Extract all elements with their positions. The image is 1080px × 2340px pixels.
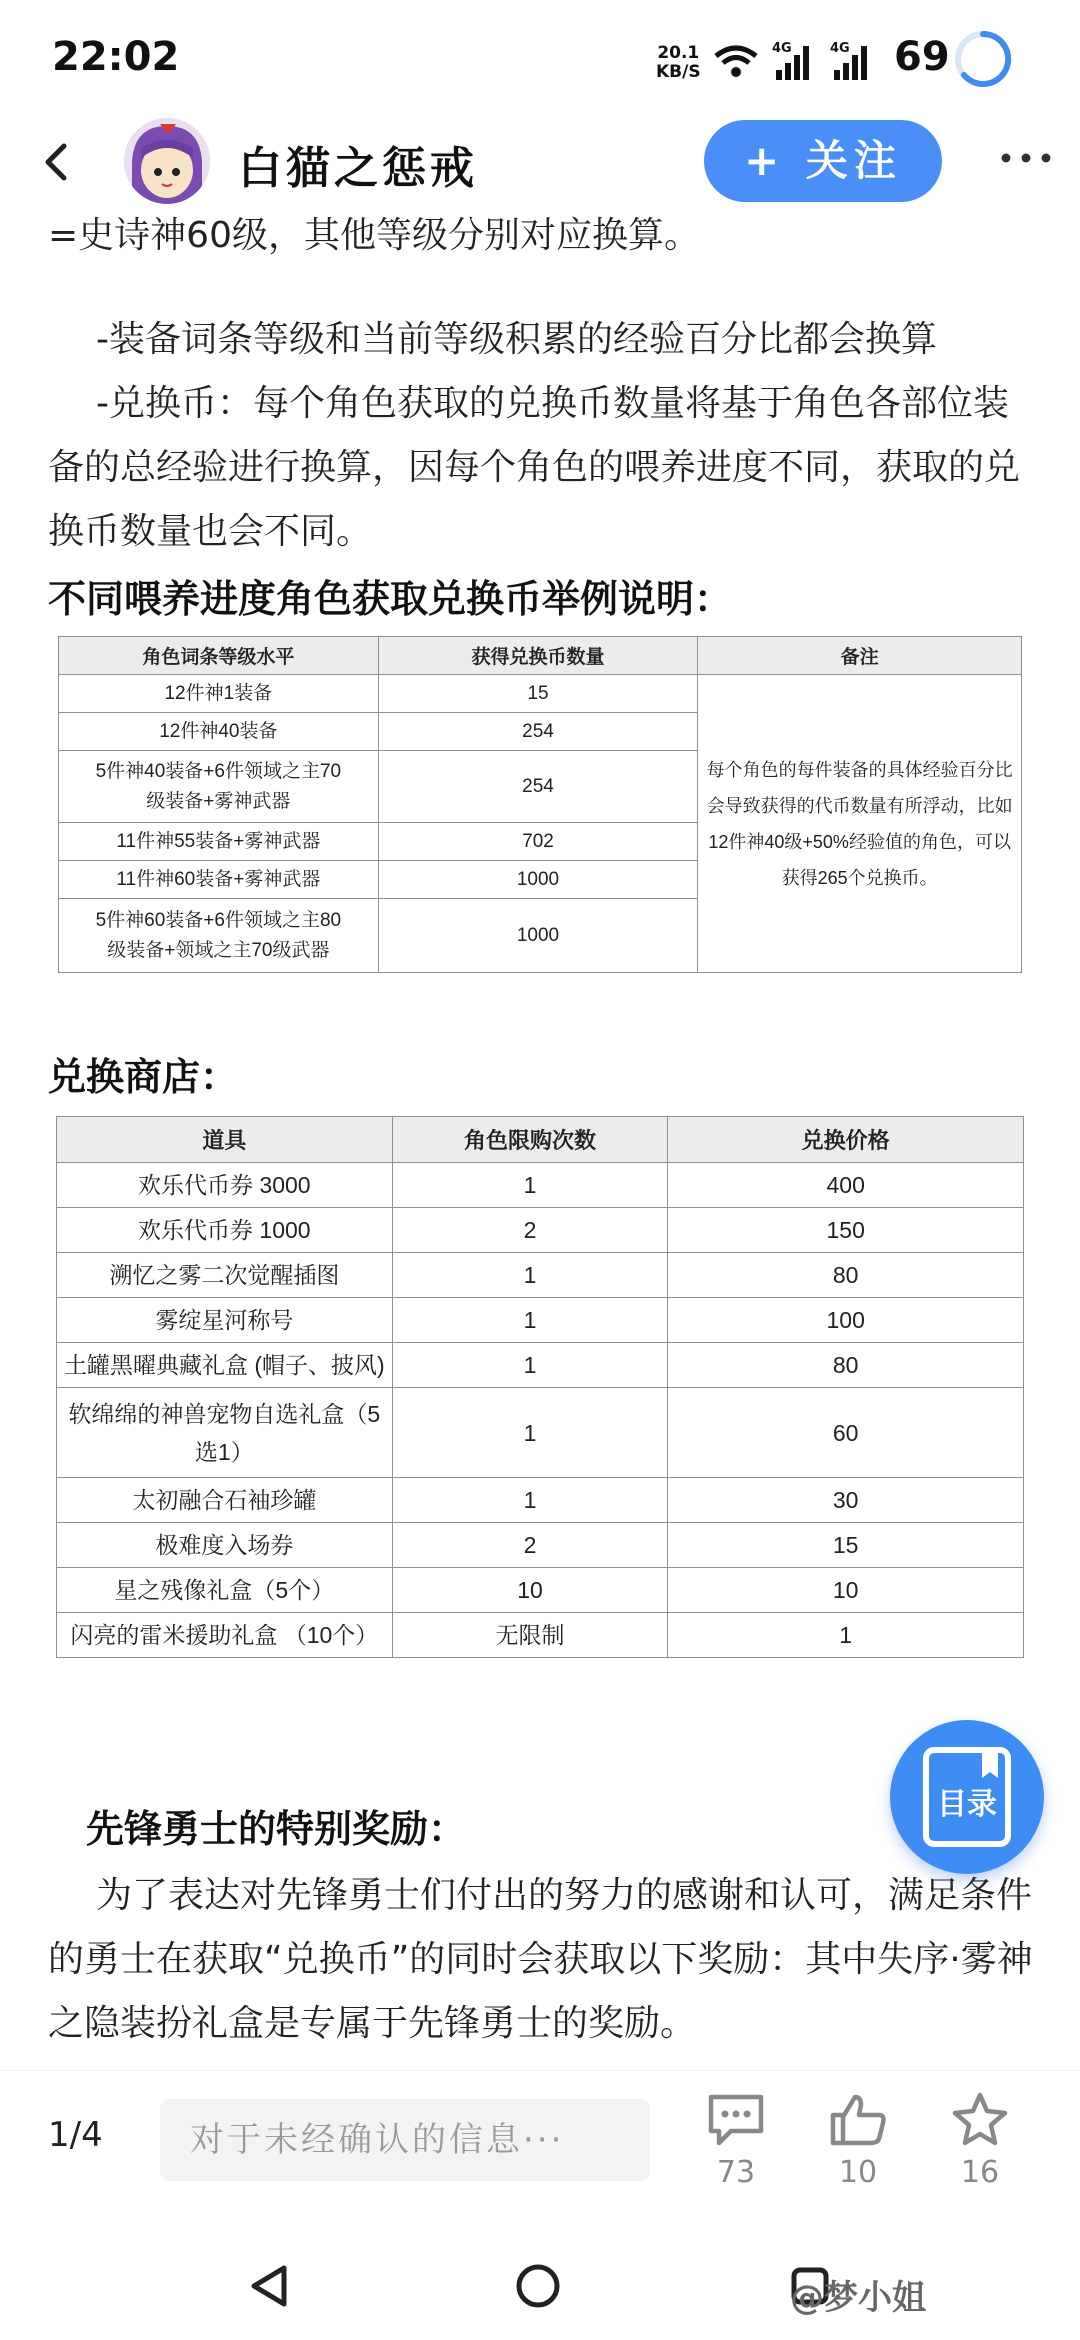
battery-level: 69 — [894, 34, 950, 80]
table-cell: 1000 — [378, 861, 698, 899]
exchange-shop-table — [56, 1116, 1024, 1658]
table-cell: 12件神40装备 — [59, 713, 379, 751]
wifi-icon — [716, 48, 756, 77]
star-icon — [949, 2091, 1011, 2149]
table-row — [59, 675, 1022, 713]
table-cell: 400 — [668, 1163, 1024, 1208]
table-cell: 5件神40装备+6件领域之主70级装备+雾神武器 — [59, 751, 379, 823]
table-row — [57, 1208, 1024, 1253]
table-cell: 15 — [378, 675, 698, 713]
page-title: 白猫之惩戒 — [238, 143, 478, 194]
table-cell: 80 — [668, 1343, 1024, 1388]
table-cell: 1 — [392, 1388, 668, 1478]
nav-home-icon[interactable] — [514, 2262, 562, 2310]
table-cell: 2 — [392, 1523, 668, 1568]
network-speed-unit: KB/S — [656, 62, 701, 82]
table-cell: 1 — [392, 1163, 668, 1208]
thumbs-up-icon — [827, 2091, 889, 2149]
article-paragraph: -兑换币：每个角色获取的兑换币数量将基于角色各部位装备的总经验进行换算，因每个角色的喂养进度不同，获取的兑换币数量也会不同。 — [48, 383, 1021, 552]
article-paragraph: =史诗神60级，其他等级分别对应换算。 — [48, 215, 700, 256]
table-row — [57, 1298, 1024, 1343]
table-cell: 702 — [378, 823, 698, 861]
signal-icons — [712, 36, 892, 86]
toc-label: 目录 — [937, 1787, 997, 1822]
table-cell: 雾绽星河称号 — [57, 1298, 393, 1343]
top-navigation — [0, 118, 1080, 206]
table-cell: 闪亮的雷米援助礼盒 （10个） — [57, 1613, 393, 1658]
toc-icon — [890, 1720, 1044, 1874]
like-button[interactable] — [808, 2091, 908, 2190]
exchange-coin-table — [58, 636, 1022, 973]
table-row — [57, 1568, 1024, 1613]
comment-count: 73 — [716, 2155, 756, 2190]
table-row — [57, 1253, 1024, 1298]
table-cell: 1000 — [378, 899, 698, 973]
comment-icon — [705, 2091, 767, 2149]
article-paragraph: -装备词条等级和当前等级积累的经验百分比都会换算 — [96, 319, 937, 360]
follow-button[interactable]: + 关注 — [704, 120, 942, 202]
table-cell: 1 — [392, 1343, 668, 1388]
table-cell: 15 — [668, 1523, 1024, 1568]
table-cell: 100 — [668, 1298, 1024, 1343]
table-cell: 欢乐代币券 1000 — [57, 1208, 393, 1253]
table-cell: 1 — [668, 1613, 1024, 1658]
avatar-image — [124, 118, 210, 204]
article-content — [0, 206, 1080, 2070]
table-cell: 1 — [392, 1253, 668, 1298]
cellular-signal-icon — [772, 41, 809, 80]
section-heading: 不同喂养进度角色获取兑换币举例说明： — [48, 577, 733, 621]
table-cell: 254 — [378, 751, 698, 823]
table-header: 兑换价格 — [668, 1117, 1024, 1163]
table-cell: 溯忆之雾二次觉醒插图 — [57, 1253, 393, 1298]
status-bar — [0, 0, 1080, 120]
network-speed-value: 20.1 — [657, 43, 700, 63]
table-header: 获得兑换币数量 — [378, 637, 698, 675]
svg-text:4G: 4G — [830, 41, 850, 56]
table-cell: 30 — [668, 1478, 1024, 1523]
table-row — [57, 1343, 1024, 1388]
back-icon[interactable] — [32, 132, 82, 192]
comment-input[interactable]: 对于未经确认的信息··· — [160, 2099, 650, 2181]
network-speed — [656, 44, 701, 82]
table-row — [57, 1613, 1024, 1658]
svg-text:4G: 4G — [772, 41, 792, 56]
table-row — [57, 1163, 1024, 1208]
table-header: 备注 — [698, 637, 1022, 675]
table-header: 角色限购次数 — [392, 1117, 668, 1163]
comment-button[interactable] — [686, 2091, 786, 2190]
section-heading: 兑换商店： — [48, 1055, 239, 1099]
page-indicator: 1/4 — [48, 2115, 103, 2155]
table-cell: 11件神60装备+雾神武器 — [59, 861, 379, 899]
bottom-action-bar — [0, 2070, 1080, 2220]
table-row — [57, 1478, 1024, 1523]
article-paragraph: 为了表达对先锋勇士们付出的努力的感谢和认可，满足条件的勇士在获取“兑换币”的同时会获取以下奖励：其中失序·雾神之隐装扮礼盒是专属于先锋勇士的奖励。 — [48, 1875, 1033, 2044]
table-cell: 2 — [392, 1208, 668, 1253]
table-cell: 10 — [392, 1568, 668, 1613]
status-time: 22:02 — [52, 34, 180, 80]
cellular-signal-2-icon — [830, 41, 867, 80]
table-header-row — [59, 637, 1022, 675]
table-header-row — [57, 1117, 1024, 1163]
table-cell: 软绵绵的神兽宠物自选礼盒（5选1） — [57, 1388, 393, 1478]
table-cell: 极难度入场券 — [57, 1523, 393, 1568]
table-cell: 254 — [378, 713, 698, 751]
table-of-contents-button[interactable] — [890, 1720, 1044, 1874]
table-cell: 12件神1装备 — [59, 675, 379, 713]
table-header: 道具 — [57, 1117, 393, 1163]
table-cell: 11件神55装备+雾神武器 — [59, 823, 379, 861]
avatar[interactable] — [124, 118, 210, 204]
table-cell: 太初融合石袖珍罐 — [57, 1478, 393, 1523]
more-options-icon[interactable] — [996, 138, 1056, 178]
favorite-count: 16 — [960, 2155, 1000, 2190]
system-navigation-bar — [0, 2220, 1080, 2340]
like-count: 10 — [838, 2155, 878, 2190]
battery-ring-icon — [952, 28, 1014, 90]
table-cell: 欢乐代币券 3000 — [57, 1163, 393, 1208]
favorite-button[interactable] — [930, 2091, 1030, 2190]
table-row — [57, 1388, 1024, 1478]
table-cell: 星之残像礼盒（5个） — [57, 1568, 393, 1613]
table-row — [57, 1523, 1024, 1568]
table-cell: 土罐黑曜典藏礼盒 (帽子、披风) — [57, 1343, 393, 1388]
table-cell: 10 — [668, 1568, 1024, 1613]
table-cell: 无限制 — [392, 1613, 668, 1658]
table-header: 角色词条等级水平 — [59, 637, 379, 675]
table-cell: 1 — [392, 1298, 668, 1343]
table-note-cell: 每个角色的每件装备的具体经验百分比会导致获得的代币数量有所浮动，比如12件神40级+50%经验值的角色，可以获得265个兑换币。 — [698, 675, 1022, 973]
nav-back-icon[interactable] — [246, 2262, 292, 2310]
table-cell: 150 — [668, 1208, 1024, 1253]
watermark: @梦小姐 — [790, 2278, 926, 2318]
table-cell: 80 — [668, 1253, 1024, 1298]
section-heading: 先锋勇士的特别奖励： — [86, 1807, 467, 1851]
table-cell: 60 — [668, 1388, 1024, 1478]
table-cell: 5件神60装备+6件领域之主80级装备+领域之主70级武器 — [59, 899, 379, 973]
table-cell: 1 — [392, 1478, 668, 1523]
